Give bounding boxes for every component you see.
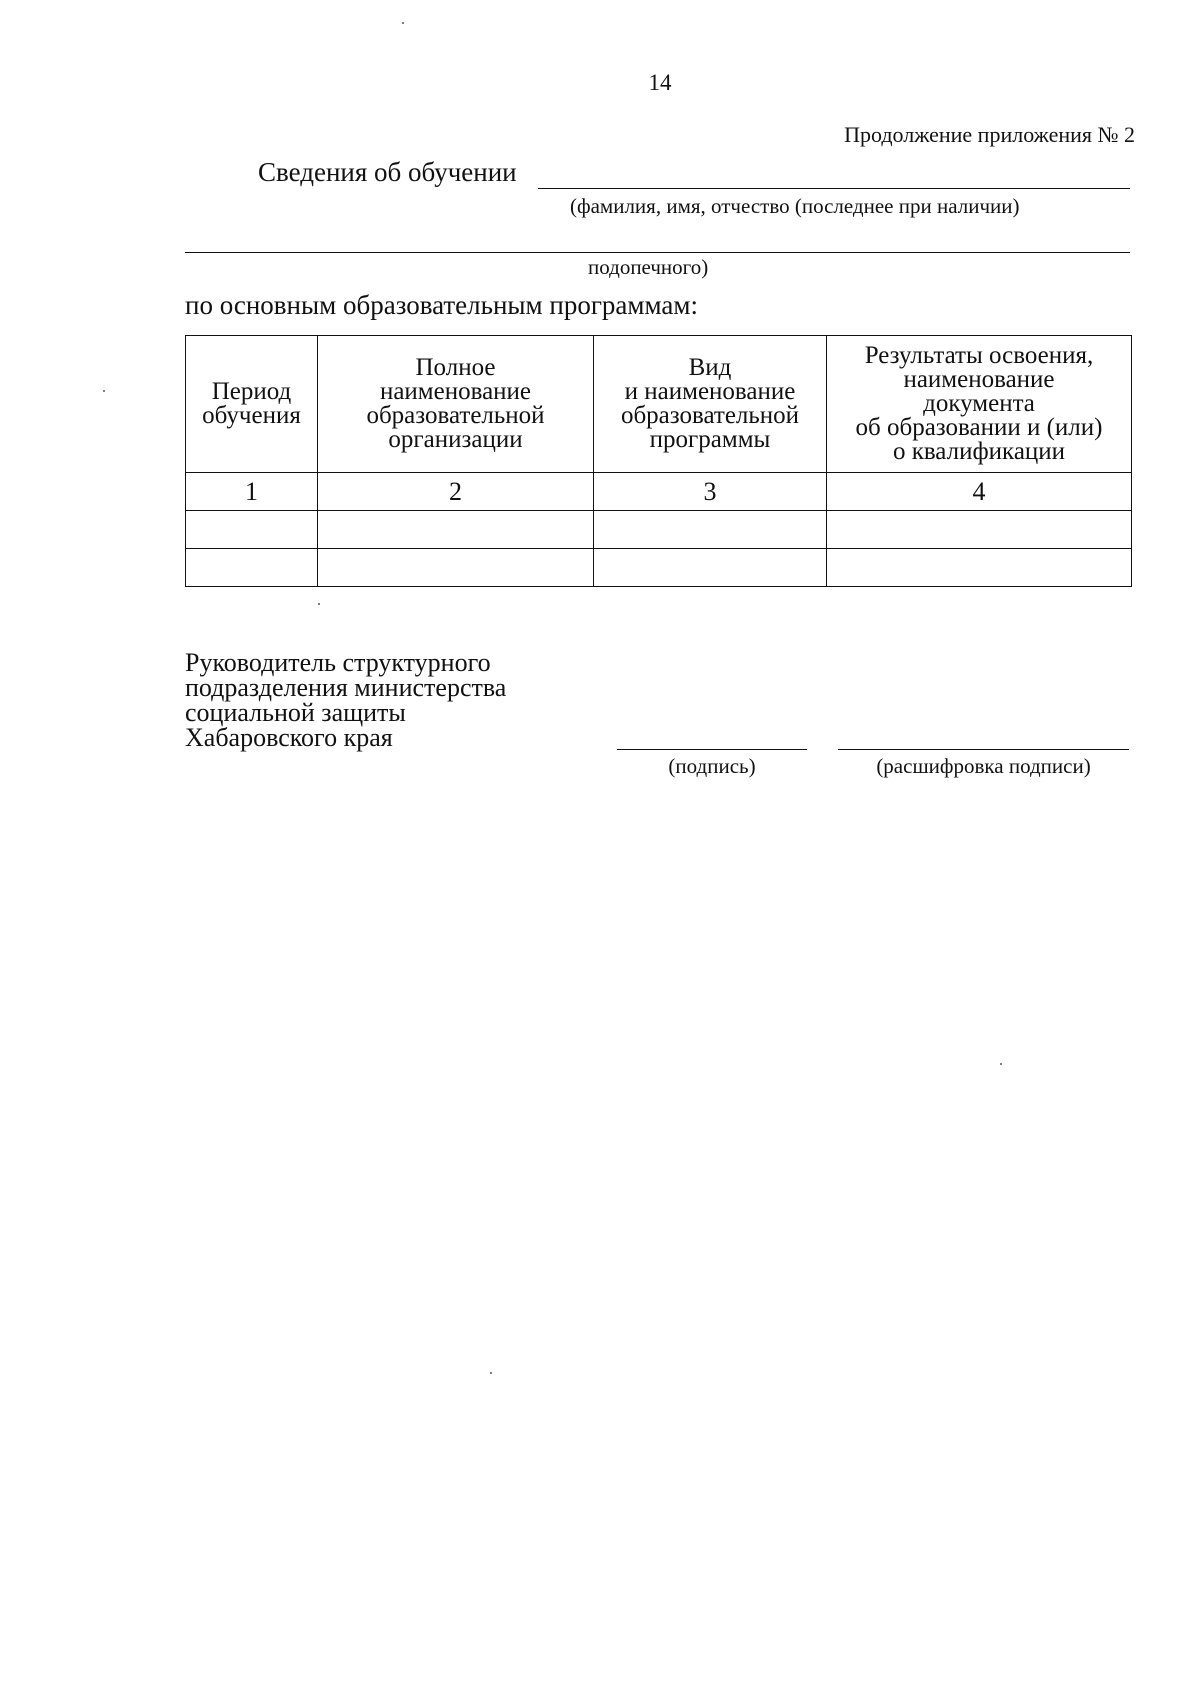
column-number: 1 xyxy=(186,473,318,511)
scan-speck xyxy=(1000,1063,1002,1065)
table-cell xyxy=(186,549,318,587)
header-period-line: Период xyxy=(211,378,292,405)
column-number: 2 xyxy=(318,473,594,511)
table-cell xyxy=(318,549,594,587)
table-cell xyxy=(827,511,1132,549)
header-results-line: наименование xyxy=(903,366,1055,393)
header-program-line: образовательной xyxy=(620,402,800,429)
table-cell xyxy=(827,549,1132,587)
header-period-line: обучения xyxy=(202,402,301,429)
header-results xyxy=(827,336,1132,473)
appendix-label: Продолжение приложения № 2 xyxy=(844,122,1135,147)
education-table xyxy=(185,335,1132,587)
signer-line: подразделения министерства xyxy=(185,673,507,702)
header-results-line: о квалификации xyxy=(892,438,1066,465)
header-organization-line: Полное xyxy=(415,354,496,381)
column-number-row xyxy=(186,473,1132,511)
name-fill-line xyxy=(538,188,1130,189)
signer-line: Хабаровского края xyxy=(185,723,393,752)
header-organization-line: наименование xyxy=(379,378,532,405)
header-results-line: документа xyxy=(923,390,1035,417)
column-number: 3 xyxy=(594,473,827,511)
header-results-line: Результаты освоения, xyxy=(864,342,1094,369)
table-cell xyxy=(318,511,594,549)
table-row xyxy=(186,511,1132,549)
header-organization-line: образовательной xyxy=(366,402,545,429)
page-number: 14 xyxy=(648,70,672,95)
scan-speck xyxy=(490,1372,492,1374)
signature-line xyxy=(617,749,807,750)
header-organization-line: организации xyxy=(388,426,523,453)
header-organization xyxy=(318,336,594,473)
document-title: Сведения об обучении xyxy=(258,157,517,187)
signer-block xyxy=(185,650,506,750)
column-number: 4 xyxy=(827,473,1132,511)
name-caption-line-2: подопечного) xyxy=(588,255,709,279)
header-program xyxy=(594,336,827,473)
signature-decoding-line xyxy=(838,749,1129,750)
signature-caption: (подпись) xyxy=(668,754,756,778)
scan-speck xyxy=(103,390,105,392)
header-program-line: Вид xyxy=(688,354,732,381)
name-fill-line-2 xyxy=(185,252,1130,253)
table-subtitle: по основным образовательным программам: xyxy=(185,290,698,320)
scan-speck xyxy=(318,603,320,605)
table-header-row xyxy=(186,336,1132,473)
name-caption-line-1: (фамилия, имя, отчество (последнее при наличии) xyxy=(570,194,1020,218)
signer-line: социальной защиты xyxy=(185,698,406,727)
table-cell xyxy=(186,511,318,549)
table-row xyxy=(186,549,1132,587)
table-cell xyxy=(594,549,827,587)
signer-line: Руководитель структурного xyxy=(185,648,491,677)
scan-speck xyxy=(402,22,404,24)
header-program-line: и наименование xyxy=(624,378,796,405)
signature-decoding-caption: (расшифровка подписи) xyxy=(876,754,1091,778)
header-results-line: об образовании и (или) xyxy=(855,414,1103,441)
header-program-line: программы xyxy=(649,426,771,453)
header-period xyxy=(186,336,318,473)
table-cell xyxy=(594,511,827,549)
